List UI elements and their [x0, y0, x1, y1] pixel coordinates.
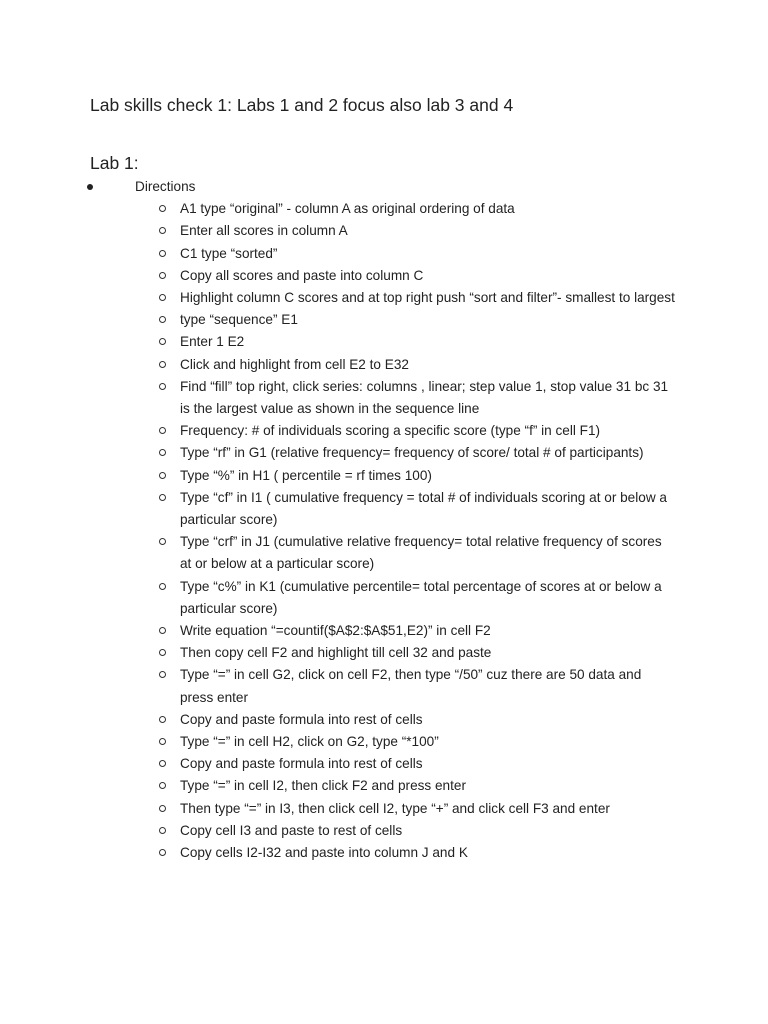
step-text: Copy and paste formula into rest of cells [180, 711, 423, 727]
steps-list [135, 198, 675, 864]
document-title: Lab skills check 1: Labs 1 and 2 focus also lab 3 and 4 [90, 95, 514, 115]
step-text: Highlight column C scores and at top right push “sort and filter”- smallest to largest [180, 290, 675, 306]
list-item [135, 354, 675, 376]
step-text: Write equation “=countif($A$2:$A$51,E2)” in cell F2 [180, 623, 491, 639]
list-item [135, 465, 675, 487]
list-item [135, 775, 675, 797]
step-text: A1 type “original” - column A as original ordering of data [180, 201, 515, 217]
bullet-circle-icon [159, 805, 166, 812]
bullet-circle-icon [159, 427, 166, 434]
bullet-circle-icon [159, 760, 166, 767]
step-text: Then type “=” in I3, then click cell I2, type “+” and click cell F3 and enter [180, 800, 610, 816]
step-text: Type “=” in cell G2, click on cell F2, then type “/50” cuz there are 50 data and press enter [180, 667, 642, 705]
bullet-circle-icon [159, 361, 166, 368]
list-item [135, 442, 675, 464]
list-item [135, 709, 675, 731]
bullet-circle-icon [159, 849, 166, 856]
list-item [135, 576, 675, 620]
list-item [135, 820, 675, 842]
step-text: Then copy cell F2 and highlight till cell 32 and paste [180, 645, 492, 661]
step-text: C1 type “sorted” [180, 245, 278, 261]
list-item-directions [90, 176, 690, 864]
bullet-circle-icon [159, 250, 166, 257]
list-item [135, 753, 675, 775]
bullet-circle-icon [159, 583, 166, 590]
step-text: Copy all scores and paste into column C [180, 267, 424, 283]
directions-label: Directions [135, 179, 196, 194]
list-item [135, 642, 675, 664]
bullet-circle-icon [159, 627, 166, 634]
bullet-circle-icon [159, 272, 166, 279]
list-item [135, 287, 675, 309]
list-item [135, 265, 675, 287]
bullet-circle-icon [159, 782, 166, 789]
step-text: Enter 1 E2 [180, 334, 245, 350]
list-item [135, 487, 675, 531]
section-heading-lab-1: Lab 1: [90, 153, 139, 173]
list-item [135, 309, 675, 331]
list-item [135, 243, 675, 265]
step-text: Type “=” in cell I2, then click F2 and press enter [180, 778, 466, 794]
list-item [135, 620, 675, 642]
bullet-circle-icon [159, 538, 166, 545]
list-item [135, 842, 675, 864]
step-text: Type “rf” in G1 (relative frequency= frequency of score/ total # of participants) [180, 445, 644, 461]
bullet-circle-icon [159, 294, 166, 301]
list-item [135, 220, 675, 242]
directions-list [90, 176, 690, 864]
step-text: Find “fill” top right, click series: columns , linear; step value 1, stop value 31 bc 31 is the largest value as shown in the sequence line [180, 378, 669, 417]
step-text: Copy and paste formula into rest of cells [180, 756, 423, 772]
step-text: Copy cells I2-I32 and paste into column J and K [180, 845, 468, 861]
step-text: Copy cell I3 and paste to rest of cells [180, 822, 403, 838]
bullet-circle-icon [159, 338, 166, 345]
bullet-circle-icon [159, 827, 166, 834]
bullet-circle-icon [159, 449, 166, 456]
bullet-circle-icon [159, 383, 166, 390]
list-item [135, 798, 675, 820]
step-text: Frequency: # of individuals scoring a specific score (type “f” in cell F1) [180, 423, 601, 439]
step-text: Click and highlight from cell E2 to E32 [180, 356, 409, 372]
bullet-circle-icon [159, 316, 166, 323]
list-item [135, 420, 675, 442]
list-item [135, 376, 675, 420]
bullet-circle-icon [159, 205, 166, 212]
list-item [135, 331, 675, 353]
bullet-circle-icon [159, 716, 166, 723]
step-text: Type “cf” in I1 ( cumulative frequency = total # of individuals scoring at or below a particular score) [180, 489, 667, 528]
bullet-circle-icon [159, 738, 166, 745]
bullet-circle-icon [159, 649, 166, 656]
step-text: Type “=” in cell H2, click on G2, type “*100” [180, 734, 439, 750]
step-text: Type “crf” in J1 (cumulative relative frequency= total relative frequency of scores at or below at a particular score) [180, 534, 662, 572]
list-item [135, 531, 675, 575]
bullet-circle-icon [159, 671, 166, 678]
step-text: Enter all scores in column A [180, 223, 348, 239]
step-text: Type “c%” in K1 (cumulative percentile= total percentage of scores at or below a particular score) [180, 578, 662, 616]
list-item [135, 731, 675, 753]
bullet-circle-icon [159, 494, 166, 501]
bullet-circle-icon [159, 227, 166, 234]
bullet-circle-icon [159, 472, 166, 479]
list-item [135, 664, 675, 708]
step-text: type “sequence” E1 [180, 312, 298, 328]
list-item [135, 198, 675, 220]
step-text: Type “%” in H1 ( percentile = rf times 100) [180, 467, 432, 483]
